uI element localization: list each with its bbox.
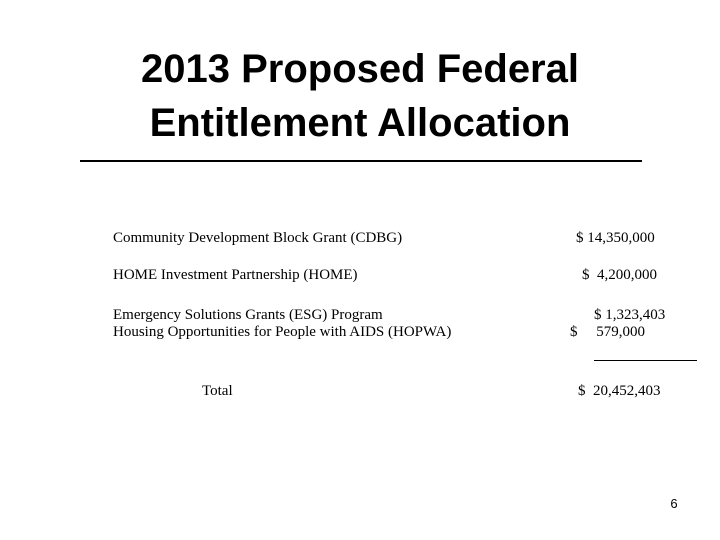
- sum-underline: [594, 360, 697, 361]
- allocation-amount-hopwa: $ 579,000: [570, 324, 645, 340]
- total-label: Total: [202, 383, 233, 399]
- title-divider: [80, 160, 642, 162]
- allocation-amount-esg: $ 1,323,403: [594, 307, 666, 323]
- slide-title-line-1: 2013 Proposed Federal: [141, 47, 579, 91]
- allocation-amount-home: $ 4,200,000: [582, 267, 657, 283]
- allocation-label-hopwa: Housing Opportunities for People with AIDS (HOPWA): [113, 324, 452, 340]
- allocation-label-cdbg: Community Development Block Grant (CDBG): [113, 230, 403, 246]
- slide-title-line-2: Entitlement Allocation: [149, 101, 571, 145]
- total-amount: $ 20,452,403: [578, 383, 661, 399]
- allocation-amount-cdbg: $ 14,350,000: [576, 230, 655, 246]
- allocation-label-home: HOME Investment Partnership (HOME): [113, 267, 358, 283]
- allocation-label-esg: Emergency Solutions Grants (ESG) Program: [113, 307, 383, 323]
- page-number: 6: [670, 496, 678, 511]
